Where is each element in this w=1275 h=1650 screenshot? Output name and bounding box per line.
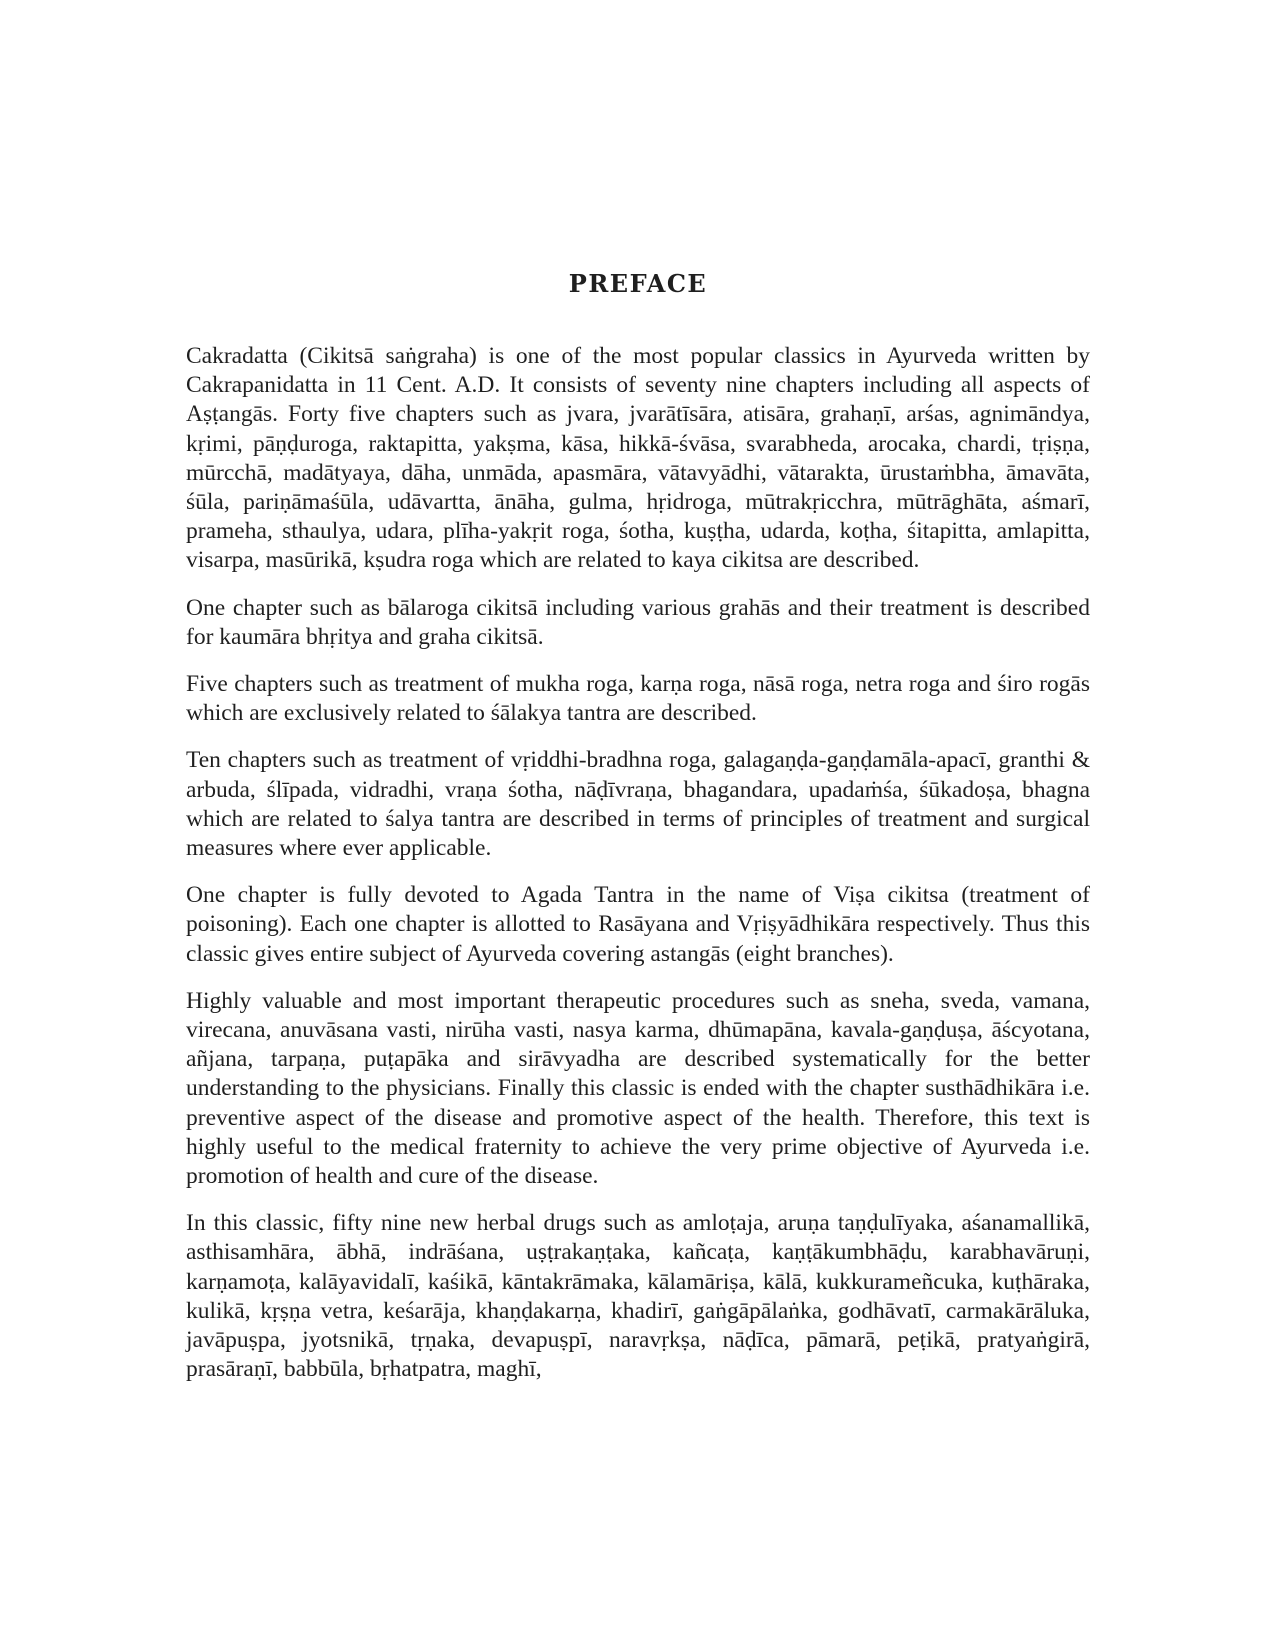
paragraph-shalakya: Five chapters such as treatment of mukha roga, karṇa roga, nāsā roga, netra roga and śiro rogās which are exclusively related to śālakya tantra are described. [186, 671, 1090, 727]
paragraph-balaroga: One chapter such as bālaroga cikitsā including various grahās and their treatment is described for kaumāra bhṛitya and graha cikitsā. [186, 594, 1090, 650]
paragraph-shalya: Ten chapters such as treatment of vṛiddhi-bradhna roga, galagaṇḍa-gaṇḍamāla-apacī, granthi & arbuda, ślīpada, vidradhi, vraṇa śotha, nāḍīvraṇa, bhagandara, upadaṁśa, śūkadoṣa, bhagna which are related to śalya tantra are described in terms of principles of treatment and surgical measures where ever applicable. [186, 747, 1090, 862]
paragraph-agada: One chapter is fully devoted to Agada Tantra in the name of Viṣa cikitsa (treatment of poisoning). Each one chapter is allotted to Rasāyana and Vṛiṣyādhikāra respectively. Thus this classic gives entire subject of Ayurveda covering astangās (eight branches). [186, 882, 1090, 967]
paragraph-procedures: Highly valuable and most important therapeutic procedures such as sneha, sveda, vamana, virecana, anuvāsana vasti, nirūha vasti, nasya karma, dhūmapāna, kavala-gaṇḍuṣa, āścyotana, añjana, tarpaṇa, puṭapāka and sirāvyadha are described systematically for the better understanding to the physicians. Finally this classic is ended with the chapter susthādhikāra i.e. preventive aspect of the disease and promotive aspect of the health. Therefore, this text is highly useful to the medical fraternity to achieve the very prime objective of Ayurveda i.e. promotion of health and cure of the disease. [186, 987, 1090, 1190]
page-title: PREFACE [568, 269, 708, 298]
paragraph-intro: Cakradatta (Cikitsā saṅgraha) is one of the most popular classics in Ayurveda written by Cakrapanidatta in 11 Cent. A.D. It consists of seventy nine chapters including all aspects of Aṣṭangās. Forty five chapters such as jvara, jvarātīsāra, atisāra, grahaṇī, arśas, agnimāndya, kṛimi, pāṇḍuroga, raktapitta, yakṣma, kāsa, hikkā-śvāsa, svarabheda, arocaka, chardi, tṛiṣṇa, mūrcchā, madātyaya, dāha, unmāda, apasmāra, vātavyādhi, vātarakta, ūrustaṁbha, āmavāta, śūla, pariṇāmaśūla, udāvartta, ānāha, gulma, hṛidroga, mūtrakṛicchra, mūtrāghāta, aśmarī, prameha, sthaulya, udara, plīha-yakṛit roga, śotha, kuṣṭha, udarda, koṭha, śitapitta, amlapitta, visarpa, masūrikā, kṣudra roga which are related to kaya cikitsa are described. [186, 343, 1090, 574]
paragraph-herbal-drugs: In this classic, fifty nine new herbal drugs such as amloṭaja, aruṇa taṇḍulīyaka, aśanamallikā, asthisamhāra, ābhā, indrāśana, uṣṭrakaṇṭaka, kañcaṭa, kaṇṭākumbhāḍu, karabhavāruṇi, karṇamoṭa, kalāyavidalī, kaśikā, kāntakrāmaka, kālamāriṣa, kālā, kukkurameñcuka, kuṭhāraka, kulikā, kṛṣṇa vetra, keśarāja, khaṇḍakarṇa, khadirī, gaṅgāpālaṅka, godhāvatī, carmakārāluka, javāpuṣpa, jyotsnikā, tṛṇaka, devapuṣpī, naravṛkṣa, nāḍīca, pāmarā, peṭikā, pratyaṅgirā, prasāraṇī, babbūla, bṛhatpatra, maghī, [186, 1210, 1090, 1383]
document-page [186, 262, 1090, 1403]
